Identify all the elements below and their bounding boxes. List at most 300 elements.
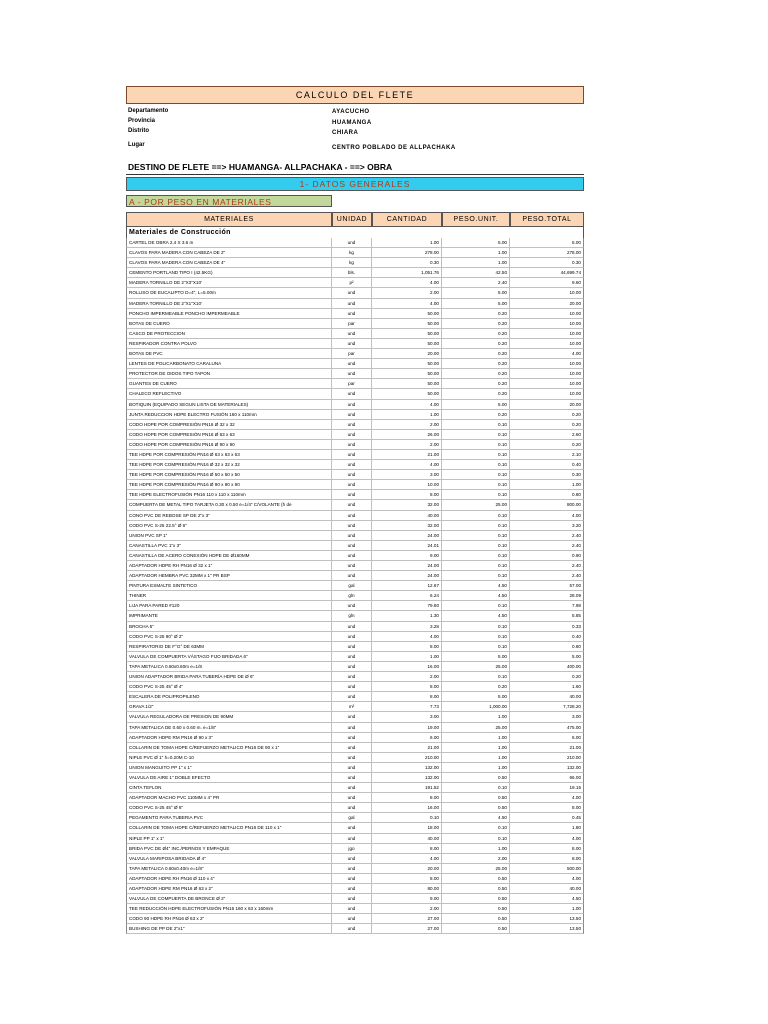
cell-unidad: und bbox=[332, 450, 372, 460]
cell-unidad: und bbox=[332, 823, 372, 833]
cell-peso-unit: 0.50 bbox=[442, 793, 510, 803]
cell-material: RESPIRATORIO DE F°G° DE 63MM bbox=[126, 642, 332, 652]
cell-cantidad: 18.00 bbox=[372, 823, 442, 833]
cell-peso-total: 0.20 bbox=[510, 420, 584, 430]
cell-peso-unit: 2.00 bbox=[442, 854, 510, 864]
cell-material: ADAPTADOR HDPE RM PN16 Ø 90 x 3" bbox=[126, 733, 332, 743]
cell-cantidad: 1.00 bbox=[372, 652, 442, 662]
cell-peso-unit: 1.00 bbox=[442, 763, 510, 773]
cell-material: CODO PVC S-25 45° Ø 4" bbox=[126, 682, 332, 692]
cell-material: CODO PVC S-25 45° Ø 6" bbox=[126, 803, 332, 813]
cell-peso-total: 2.40 bbox=[510, 531, 584, 541]
cell-material: COLLARIN DE TOMA HDPE C/REFUERZO METALICO PN16 DE 90 x 1" bbox=[126, 743, 332, 753]
cell-material: CODO HDPE POR COMPRESIÓN PN16 Ø 63 x 63 bbox=[126, 430, 332, 440]
cell-peso-total: 132.00 bbox=[510, 763, 584, 773]
cell-peso-total: 1.00 bbox=[510, 480, 584, 490]
cell-unidad: und bbox=[332, 420, 372, 430]
cell-material: VALVULA MARIPOSA BRIDADA Ø 4" bbox=[126, 854, 332, 864]
table-row bbox=[126, 793, 584, 803]
cell-peso-unit: 5.00 bbox=[442, 238, 510, 248]
cell-peso-unit: 1.00 bbox=[442, 753, 510, 763]
cell-cantidad: 8.00 bbox=[372, 682, 442, 692]
cell-peso-unit: 25.00 bbox=[442, 723, 510, 733]
cell-unidad: und bbox=[332, 511, 372, 521]
cell-cantidad: 2.00 bbox=[372, 288, 442, 298]
cell-material: RESPIRADOR CONTRA POLVO bbox=[126, 339, 332, 349]
cell-peso-total: 7,728.20 bbox=[510, 702, 584, 712]
table-row bbox=[126, 480, 584, 490]
cell-unidad: und bbox=[332, 541, 372, 551]
cell-peso-unit: 4.50 bbox=[442, 813, 510, 823]
table-row bbox=[126, 561, 584, 571]
cell-peso-total: 0.33 bbox=[510, 622, 584, 632]
cell-cantidad: 10.00 bbox=[372, 480, 442, 490]
cell-unidad: und bbox=[332, 440, 372, 450]
cell-cantidad: 21.00 bbox=[372, 743, 442, 753]
cell-material: TEE HDPE ELECTROFUSIÓN PN16 110 x 110 x 110mm bbox=[126, 490, 332, 500]
cell-cantidad: 50.00 bbox=[372, 359, 442, 369]
cell-unidad: gal bbox=[332, 813, 372, 823]
cell-unidad: bls. bbox=[332, 268, 372, 278]
cell-cantidad: 4.00 bbox=[372, 460, 442, 470]
cell-peso-total: 5.00 bbox=[510, 652, 584, 662]
cell-cantidad: 8.00 bbox=[372, 642, 442, 652]
cell-unidad: und bbox=[332, 642, 372, 652]
cell-peso-unit: 0.10 bbox=[442, 480, 510, 490]
cell-cantidad: 50.00 bbox=[372, 379, 442, 389]
cell-peso-unit: 0.10 bbox=[442, 430, 510, 440]
cell-peso-unit: 0.10 bbox=[442, 561, 510, 571]
cell-cantidad: 8.00 bbox=[372, 490, 442, 500]
table-row bbox=[126, 763, 584, 773]
table-row bbox=[126, 511, 584, 521]
cell-peso-total: 3.20 bbox=[510, 521, 584, 531]
cell-unidad: und bbox=[332, 480, 372, 490]
cell-peso-unit: 0.20 bbox=[442, 369, 510, 379]
table-row bbox=[126, 248, 584, 258]
cell-peso-total: 1.60 bbox=[510, 682, 584, 692]
cell-cantidad: 2.00 bbox=[372, 672, 442, 682]
cell-peso-total: 4.50 bbox=[510, 894, 584, 904]
cell-unidad: und bbox=[332, 743, 372, 753]
cell-material: CLAVOS PARA MADERA CON CABEZA DE 2" bbox=[126, 248, 332, 258]
table-row bbox=[126, 914, 584, 924]
cell-unidad: und bbox=[332, 753, 372, 763]
cell-peso-unit: 0.10 bbox=[442, 450, 510, 460]
table-row bbox=[126, 642, 584, 652]
cell-peso-total: 21.00 bbox=[510, 743, 584, 753]
table-row bbox=[126, 844, 584, 854]
header-peso-total: PESO.TOTAL bbox=[510, 212, 584, 227]
cell-peso-total: 5.85 bbox=[510, 611, 584, 621]
cell-material: COMPUERTA DE METAL TIPO TARJETA 0.30 x 0.50 e=1/4" C/VOLANTE (h de bbox=[126, 500, 332, 510]
cell-material: THINER bbox=[126, 591, 332, 601]
table-row bbox=[126, 420, 584, 430]
cell-peso-total: 0.30 bbox=[510, 470, 584, 480]
cell-cantidad: 6.24 bbox=[372, 591, 442, 601]
cell-peso-total: 10.00 bbox=[510, 309, 584, 319]
cell-peso-total: 4.00 bbox=[510, 834, 584, 844]
cell-cantidad: 24.00 bbox=[372, 571, 442, 581]
cell-material: PEGAMENTO PARA TUBERIA PVC bbox=[126, 813, 332, 823]
cell-unidad: und bbox=[332, 733, 372, 743]
cell-material: TAPA METALICA 0.60x0.60m e=1/8 bbox=[126, 662, 332, 672]
cell-material: UNION MANGUITO PP 1" x 1" bbox=[126, 763, 332, 773]
cell-peso-total: 4.00 bbox=[510, 874, 584, 884]
table-row bbox=[126, 783, 584, 793]
cell-cantidad: 4.00 bbox=[372, 400, 442, 410]
cell-peso-unit: 0.50 bbox=[442, 894, 510, 904]
header-materiales: MATERIALES bbox=[126, 212, 332, 227]
table-row bbox=[126, 288, 584, 298]
cell-peso-total: 40.00 bbox=[510, 692, 584, 702]
cell-peso-unit: 0.10 bbox=[442, 541, 510, 551]
cell-material: PONCHO IMPERMEABLE PONCHO IMPERMEABLE bbox=[126, 309, 332, 319]
spreadsheet bbox=[126, 86, 584, 934]
cell-peso-unit: 0.10 bbox=[442, 470, 510, 480]
cell-cantidad: 0.10 bbox=[372, 813, 442, 823]
cell-peso-total: 10.00 bbox=[510, 319, 584, 329]
cell-peso-total: 44,699.74 bbox=[510, 268, 584, 278]
cell-peso-unit: 0.10 bbox=[442, 783, 510, 793]
departamento-label: Departamento bbox=[128, 108, 169, 114]
cell-material: BRIDA PVC DE Ø4" INC./PERNOS Y EMPAQUE bbox=[126, 844, 332, 854]
table-row bbox=[126, 823, 584, 833]
cell-cantidad: 16.00 bbox=[372, 662, 442, 672]
table-row bbox=[126, 531, 584, 541]
cell-peso-unit: 0.50 bbox=[442, 874, 510, 884]
cell-unidad: par bbox=[332, 349, 372, 359]
cell-material: CODO PVC S-25 90° Ø 2" bbox=[126, 632, 332, 642]
cell-unidad: und bbox=[332, 309, 372, 319]
cell-peso-unit: 25.00 bbox=[442, 500, 510, 510]
cell-material: ESCALERA DE POLIPROPILENO bbox=[126, 692, 332, 702]
cell-unidad: und bbox=[332, 470, 372, 480]
cell-peso-total: 20.00 bbox=[510, 400, 584, 410]
cell-material: IMPRIMANTE bbox=[126, 611, 332, 621]
cell-cantidad: 20.00 bbox=[372, 864, 442, 874]
cell-peso-total: 2.40 bbox=[510, 541, 584, 551]
cell-unidad: m³ bbox=[332, 702, 372, 712]
cell-cantidad: 12.67 bbox=[372, 581, 442, 591]
cell-peso-total: 8.00 bbox=[510, 844, 584, 854]
cell-unidad: und bbox=[332, 490, 372, 500]
table-row bbox=[126, 359, 584, 369]
cell-unidad: kg bbox=[332, 258, 372, 268]
cell-material: GRAVA 1/2" bbox=[126, 702, 332, 712]
cell-peso-unit: 5.00 bbox=[442, 400, 510, 410]
cell-unidad: und bbox=[332, 400, 372, 410]
cell-peso-unit: 0.50 bbox=[442, 924, 510, 934]
cell-cantidad: 6.00 bbox=[372, 733, 442, 743]
cell-cantidad: 278.00 bbox=[372, 248, 442, 258]
cell-unidad: kg bbox=[332, 248, 372, 258]
cell-unidad: und bbox=[332, 561, 372, 571]
cell-cantidad: 8.00 bbox=[372, 692, 442, 702]
cell-material: ROLLISO DE EUCALIPTO D=4", L=5.00m bbox=[126, 288, 332, 298]
cell-unidad: und bbox=[332, 763, 372, 773]
cell-material: CASCO DE PROTECCION bbox=[126, 329, 332, 339]
cell-cantidad: 7.73 bbox=[372, 702, 442, 712]
cell-material: VALVULA REGULADORA DE PRESION DE 90MM bbox=[126, 712, 332, 722]
cell-unidad: und bbox=[332, 551, 372, 561]
cell-unidad: gln bbox=[332, 611, 372, 621]
cell-cantidad: 50.00 bbox=[372, 309, 442, 319]
cell-material: NIPLE PVC Ø 1" h=0.20M C-10 bbox=[126, 753, 332, 763]
cell-peso-total: 0.40 bbox=[510, 632, 584, 642]
cell-peso-unit: 1.00 bbox=[442, 733, 510, 743]
cell-unidad: und bbox=[332, 632, 372, 642]
cell-material: GUANTES DE CUERO bbox=[126, 379, 332, 389]
cell-peso-unit: 2.40 bbox=[442, 278, 510, 288]
table-body bbox=[126, 238, 584, 934]
cell-cantidad: 191.52 bbox=[372, 783, 442, 793]
table-row bbox=[126, 369, 584, 379]
cell-cantidad: 32.00 bbox=[372, 500, 442, 510]
cell-material: ADAPTADOR HDPE RH PN16 Ø 32 x 1" bbox=[126, 561, 332, 571]
cell-unidad: par bbox=[332, 379, 372, 389]
cell-peso-unit: 0.20 bbox=[442, 319, 510, 329]
table-row bbox=[126, 329, 584, 339]
cell-material: CANASTILLA DE ACERO CONEXIÓN HDPE DE Ø160MM bbox=[126, 551, 332, 561]
cell-material: TEE REDUCCIÓN HDPE ELECTROFUSIÓN PN16 160 x 63 x 160mm bbox=[126, 904, 332, 914]
cell-cantidad: 40.00 bbox=[372, 511, 442, 521]
cell-unidad: und bbox=[332, 288, 372, 298]
cell-peso-unit: 0.20 bbox=[442, 359, 510, 369]
cell-cantidad: 2.00 bbox=[372, 440, 442, 450]
table-row bbox=[126, 743, 584, 753]
cell-peso-total: 40.00 bbox=[510, 884, 584, 894]
cell-material: MADERA TORNILLO DE 2"X3"X10' bbox=[126, 278, 332, 288]
cell-unidad: und bbox=[332, 874, 372, 884]
table-row bbox=[126, 864, 584, 874]
header-cantidad: CANTIDAD bbox=[372, 212, 442, 227]
cell-cantidad: 24.01 bbox=[372, 541, 442, 551]
cell-peso-unit: 0.20 bbox=[442, 410, 510, 420]
cell-unidad: und bbox=[332, 672, 372, 682]
cell-unidad: und bbox=[332, 783, 372, 793]
cell-material: ADAPTADOR HEMBRA PVC 32MM x 1" PR BSP bbox=[126, 571, 332, 581]
table-row bbox=[126, 541, 584, 551]
cell-unidad: und bbox=[332, 712, 372, 722]
cell-unidad: und bbox=[332, 662, 372, 672]
table-row bbox=[126, 733, 584, 743]
table-row bbox=[126, 904, 584, 914]
cell-peso-total: 8.00 bbox=[510, 854, 584, 864]
cell-peso-unit: 0.50 bbox=[442, 803, 510, 813]
distrito-label: Distrito bbox=[128, 128, 149, 134]
cell-peso-unit: 0.10 bbox=[442, 642, 510, 652]
cell-material: ADAPTADOR HDPE RH PN16 Ø 110 x 4" bbox=[126, 874, 332, 884]
table-row bbox=[126, 601, 584, 611]
cell-peso-unit: 0.10 bbox=[442, 420, 510, 430]
cell-material: CARTEL DE OBRA 2.4 X 3.6 m bbox=[126, 238, 332, 248]
cell-unidad: und bbox=[332, 369, 372, 379]
cell-cantidad: 16.00 bbox=[372, 803, 442, 813]
cell-peso-total: 10.00 bbox=[510, 379, 584, 389]
cell-material: PINTURA ESMALTE SINTETICO bbox=[126, 581, 332, 591]
cell-unidad: und bbox=[332, 854, 372, 864]
cell-cantidad: 2.00 bbox=[372, 904, 442, 914]
provincia-label: Provincia bbox=[128, 118, 156, 124]
table-row bbox=[126, 258, 584, 268]
cell-material: CANASTILLA PVC 1"x 3" bbox=[126, 541, 332, 551]
table-row bbox=[126, 339, 584, 349]
cell-peso-total: 2.40 bbox=[510, 561, 584, 571]
cell-peso-unit: 4.50 bbox=[442, 611, 510, 621]
cell-material: ADAPTADOR HDPE RM PN16 Ø 63 x 2" bbox=[126, 884, 332, 894]
cell-peso-unit: 0.20 bbox=[442, 349, 510, 359]
cell-peso-total: 19.15 bbox=[510, 783, 584, 793]
cell-peso-unit: 5.00 bbox=[442, 652, 510, 662]
table-header bbox=[126, 212, 584, 227]
cell-peso-total: 57.00 bbox=[510, 581, 584, 591]
cell-peso-total: 7.98 bbox=[510, 601, 584, 611]
table-row bbox=[126, 500, 584, 510]
cell-cantidad: 8.00 bbox=[372, 844, 442, 854]
cell-cantidad: 24.00 bbox=[372, 531, 442, 541]
table-row bbox=[126, 662, 584, 672]
cell-material: CODO 90 HDPE RH PN16 Ø 63 x 2" bbox=[126, 914, 332, 924]
cell-unidad: und bbox=[332, 622, 372, 632]
cell-peso-total: 0.90 bbox=[510, 551, 584, 561]
cell-peso-total: 0.20 bbox=[510, 440, 584, 450]
table-row bbox=[126, 379, 584, 389]
cell-material: TEE HDPE POR COMPRESIÓN PN16 Ø 32 x 32 x 32 bbox=[126, 460, 332, 470]
cell-cantidad: 79.80 bbox=[372, 601, 442, 611]
cell-unidad: und bbox=[332, 238, 372, 248]
cell-cantidad: 4.00 bbox=[372, 299, 442, 309]
cell-cantidad: 4.00 bbox=[372, 278, 442, 288]
table-row bbox=[126, 702, 584, 712]
cell-cantidad: 4.00 bbox=[372, 632, 442, 642]
cell-peso-total: 4.00 bbox=[510, 793, 584, 803]
cell-material: TAPA METALICA DE 0.60 x 0.60 m. e=1/8" bbox=[126, 723, 332, 733]
table-row bbox=[126, 581, 584, 591]
cell-unidad: und bbox=[332, 723, 372, 733]
table-row bbox=[126, 490, 584, 500]
cell-material: UNION ADAPTADOR BRIDA PARA TUBERÍA HDPE DE Ø 6" bbox=[126, 672, 332, 682]
table-row bbox=[126, 611, 584, 621]
cell-peso-unit: 4.50 bbox=[442, 591, 510, 601]
cell-unidad: und bbox=[332, 521, 372, 531]
table-row bbox=[126, 410, 584, 420]
cell-cantidad: 32.00 bbox=[372, 521, 442, 531]
table-row bbox=[126, 884, 584, 894]
table-row bbox=[126, 834, 584, 844]
cell-material: TEE HDPE POR COMPRESIÓN PN16 Ø 90 x 90 x 90 bbox=[126, 480, 332, 490]
cell-cantidad: 0.30 bbox=[372, 258, 442, 268]
cell-peso-total: 0.20 bbox=[510, 672, 584, 682]
cell-peso-total: 20.00 bbox=[510, 299, 584, 309]
cell-unidad: und bbox=[332, 793, 372, 803]
por-peso-heading: A - POR PESO EN MATERIALES bbox=[126, 195, 332, 207]
cell-unidad: und bbox=[332, 339, 372, 349]
cell-cantidad: 3.00 bbox=[372, 712, 442, 722]
provincia-value: HUAMANGA bbox=[332, 120, 372, 126]
cell-material: CEMENTO PORTLAND TIPO I (42.5KG) bbox=[126, 268, 332, 278]
cell-unidad: und bbox=[332, 299, 372, 309]
table-row bbox=[126, 400, 584, 410]
cell-peso-total: 2.40 bbox=[510, 571, 584, 581]
cell-peso-unit: 0.20 bbox=[442, 329, 510, 339]
table-row bbox=[126, 682, 584, 692]
table-row bbox=[126, 470, 584, 480]
table-row bbox=[126, 894, 584, 904]
cell-cantidad: 40.00 bbox=[372, 834, 442, 844]
lugar-label: Lugar bbox=[128, 142, 145, 148]
cell-peso-total: 1.80 bbox=[510, 823, 584, 833]
cell-unidad: und bbox=[332, 894, 372, 904]
cell-peso-total: 10.00 bbox=[510, 329, 584, 339]
departamento-value: AYACUCHO bbox=[332, 109, 370, 115]
table-row bbox=[126, 803, 584, 813]
cell-peso-total: 0.40 bbox=[510, 460, 584, 470]
cell-cantidad: 19.00 bbox=[372, 723, 442, 733]
cell-peso-unit: 0.10 bbox=[442, 511, 510, 521]
cell-unidad: und bbox=[332, 531, 372, 541]
cell-unidad: und bbox=[332, 500, 372, 510]
cell-unidad: und bbox=[332, 773, 372, 783]
table-row bbox=[126, 723, 584, 733]
cell-material: BOTAS DE CUERO bbox=[126, 319, 332, 329]
cell-cantidad: 9.00 bbox=[372, 894, 442, 904]
table-row bbox=[126, 349, 584, 359]
cell-peso-total: 8.00 bbox=[510, 803, 584, 813]
cell-unidad: und bbox=[332, 692, 372, 702]
cell-peso-total: 210.00 bbox=[510, 753, 584, 763]
table-row bbox=[126, 773, 584, 783]
cell-peso-unit: 5.00 bbox=[442, 299, 510, 309]
cell-cantidad: 24.00 bbox=[372, 561, 442, 571]
table-row bbox=[126, 692, 584, 702]
lugar-value: CENTRO POBLADO DE ALLPACHAKA bbox=[332, 145, 456, 151]
cell-peso-unit: 1.00 bbox=[442, 743, 510, 753]
cell-unidad: und bbox=[332, 601, 372, 611]
table-row bbox=[126, 238, 584, 248]
cell-peso-unit: 0.20 bbox=[442, 389, 510, 399]
cell-unidad: und bbox=[332, 430, 372, 440]
cell-unidad: und bbox=[332, 884, 372, 894]
cell-material: MADERA TORNILLO DE 2"X1"X10' bbox=[126, 299, 332, 309]
table-row bbox=[126, 309, 584, 319]
distrito-value: CHIARA bbox=[332, 130, 359, 136]
cell-cantidad: 50.00 bbox=[372, 369, 442, 379]
header-unidad: UNIDAD bbox=[332, 212, 372, 227]
cell-peso-unit: 42.50 bbox=[442, 268, 510, 278]
cell-peso-total: 0.45 bbox=[510, 813, 584, 823]
cell-unidad: und bbox=[332, 652, 372, 662]
cell-cantidad: 9.00 bbox=[372, 551, 442, 561]
cell-peso-unit: 0.10 bbox=[442, 521, 510, 531]
table-row bbox=[126, 712, 584, 722]
table-row bbox=[126, 591, 584, 601]
cell-peso-unit: 0.10 bbox=[442, 672, 510, 682]
cell-material: ADAPTADOR MACHO PVC 110MM x 4" PR bbox=[126, 793, 332, 803]
table-row bbox=[126, 672, 584, 682]
cell-peso-unit: 5.00 bbox=[442, 692, 510, 702]
cell-cantidad: 132.00 bbox=[372, 773, 442, 783]
cell-peso-total: 66.00 bbox=[510, 773, 584, 783]
cell-peso-unit: 0.10 bbox=[442, 490, 510, 500]
cell-cantidad: 1.00 bbox=[372, 410, 442, 420]
cell-peso-total: 0.20 bbox=[510, 410, 584, 420]
cell-unidad: und bbox=[332, 460, 372, 470]
cell-cantidad: 4.00 bbox=[372, 854, 442, 864]
table-row bbox=[126, 753, 584, 763]
cell-peso-total: 500.00 bbox=[510, 864, 584, 874]
cell-material: BOTIQUIN (EQUIPADO SEGUN LISTA DE MATERIALES) bbox=[126, 400, 332, 410]
